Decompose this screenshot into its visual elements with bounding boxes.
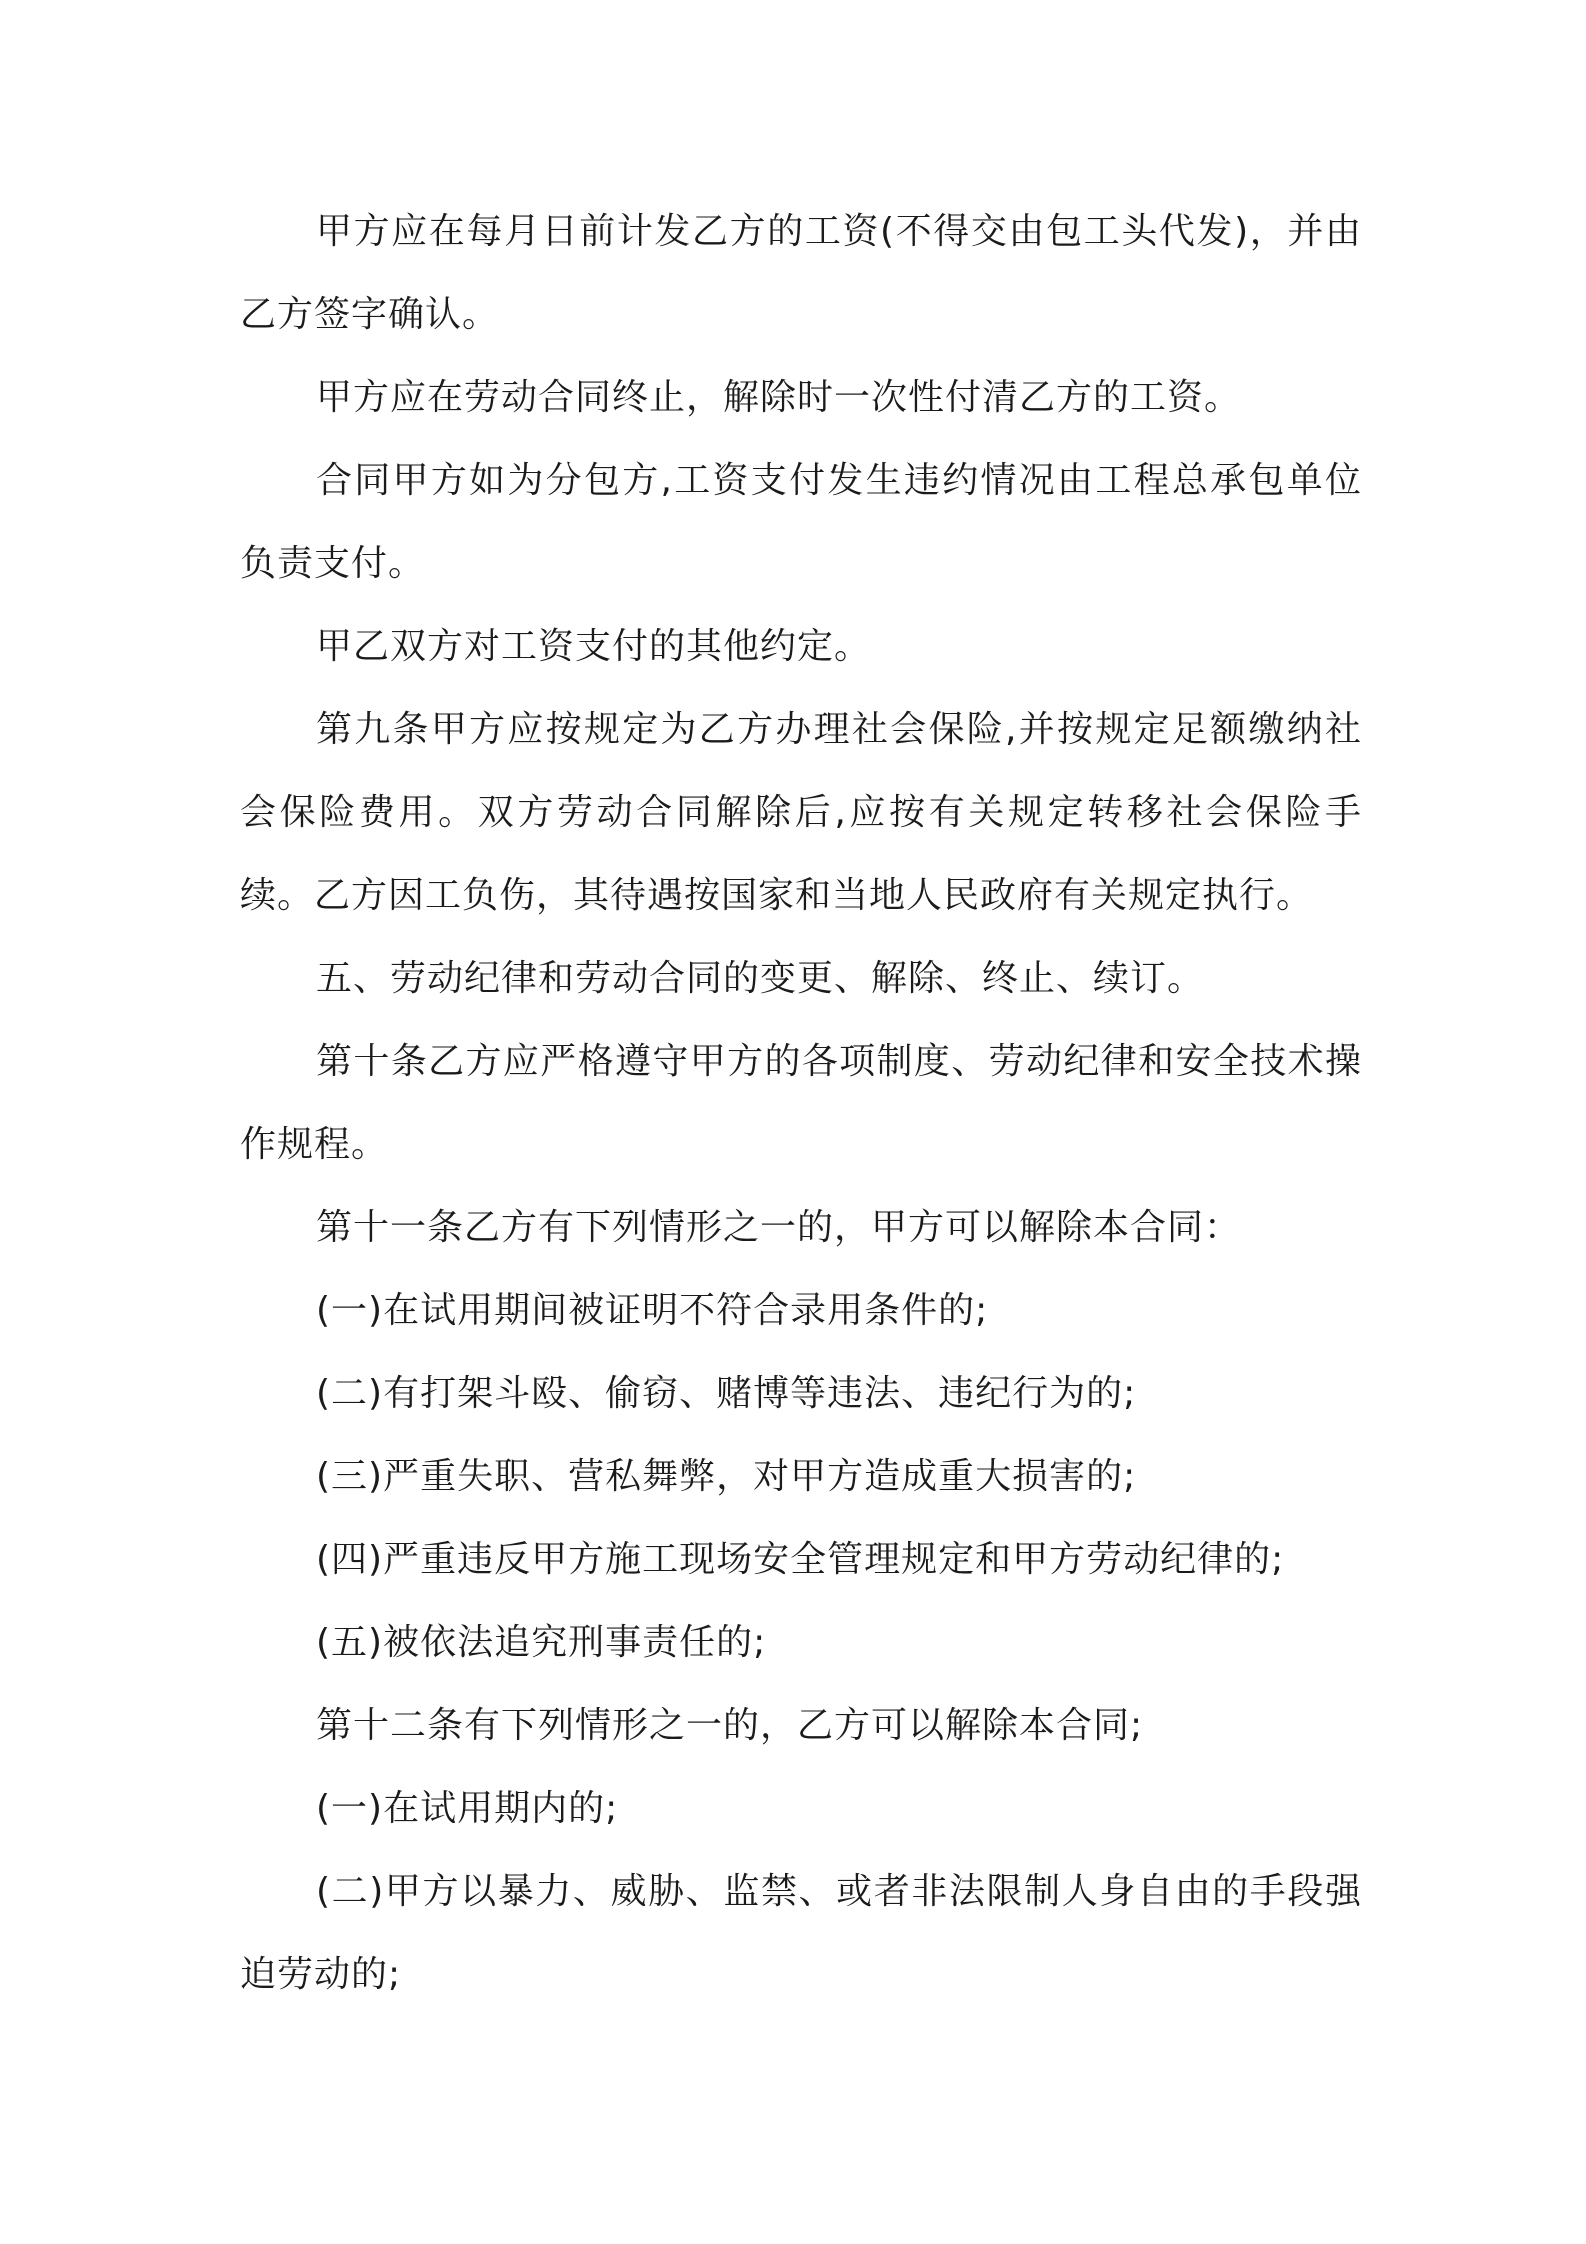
paragraph-article-9-social-insurance: 第九条甲方应按规定为乙方办理社会保险,并按规定足额缴纳社会保险费用。双方劳动合同解除后,应按有关规定转移社会保险手续。乙方因工负伤，其待遇按国家和当地人民政府有关规定执行。 (240, 709, 1362, 916)
paragraph-article-11: 第十一条乙方有下列情形之一的，甲方可以解除本合同： (316, 1207, 1242, 1248)
paragraph-other-wage-terms: 甲乙双方对工资支付的其他约定。 (316, 626, 872, 667)
list-item-article-12-2: (二)甲方以暴力、威胁、监禁、或者非法限制人身自由的手段强迫劳动的; (240, 1871, 1362, 1995)
list-item-article-11-5: (五)被依法追究刑事责任的; (316, 1622, 767, 1663)
list-item-article-11-2: (二)有打架斗殴、偷窃、赌博等违法、违纪行为的; (316, 1373, 1137, 1414)
document-body (240, 190, 1362, 2016)
list-item-article-11-3: (三)严重失职、营私舞弊，对甲方造成重大损害的; (316, 1456, 1137, 1497)
paragraph-article-12: 第十二条有下列情形之一的，乙方可以解除本合同; (316, 1705, 1144, 1746)
list-item-article-11-1: (一)在试用期间被证明不符合录用条件的; (316, 1290, 989, 1331)
paragraph-section-5-heading: 五、劳动纪律和劳动合同的变更、解除、终止、续订。 (316, 958, 1205, 999)
paragraph-subcontractor-liability: 合同甲方如为分包方,工资支付发生违约情况由工程总承包单位负责支付。 (240, 460, 1362, 584)
list-item-article-12-1: (一)在试用期内的; (316, 1788, 619, 1829)
list-item-article-11-4: (四)严重违反甲方施工现场安全管理规定和甲方劳动纪律的; (316, 1539, 1285, 1580)
paragraph-final-wage-settlement: 甲方应在劳动合同终止，解除时一次性付清乙方的工资。 (316, 377, 1242, 418)
paragraph-wage-payment-date: 甲方应在每月日前计发乙方的工资(不得交由包工头代发)，并由乙方签字确认。 (240, 211, 1362, 335)
paragraph-article-10: 第十条乙方应严格遵守甲方的各项制度、劳动纪律和安全技术操作规程。 (240, 1041, 1362, 1165)
